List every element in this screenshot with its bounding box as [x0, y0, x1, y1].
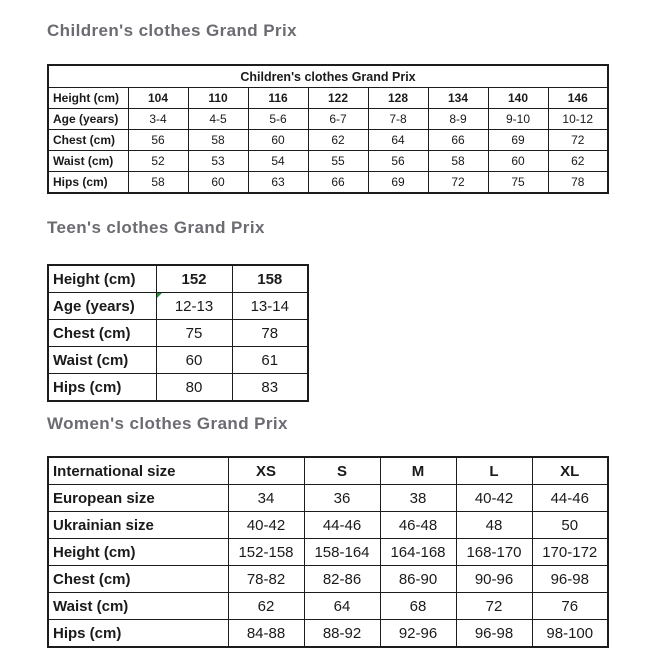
- cell-value: 158-164: [304, 539, 380, 566]
- cell-value: 158: [232, 265, 308, 293]
- cell-value: 128: [368, 88, 428, 109]
- table-row: [48, 485, 608, 512]
- row-label: Height (cm): [48, 539, 228, 566]
- cell-value: 56: [128, 130, 188, 151]
- cell-value: 60: [156, 347, 232, 374]
- table-row: [48, 293, 308, 320]
- cell-value: 104: [128, 88, 188, 109]
- row-label: Waist (cm): [48, 593, 228, 620]
- cell-value: 52: [128, 151, 188, 172]
- cell-value: 60: [248, 130, 308, 151]
- cell-value: 110: [188, 88, 248, 109]
- cell-value: 55: [308, 151, 368, 172]
- table-row: [48, 539, 608, 566]
- cell-value: 58: [188, 130, 248, 151]
- cell-value: 63: [248, 172, 308, 194]
- cell-value: 44-46: [304, 512, 380, 539]
- cell-value: 13-14: [232, 293, 308, 320]
- cell-value: 90-96: [456, 566, 532, 593]
- cell-value: 75: [488, 172, 548, 194]
- cell-value: 60: [188, 172, 248, 194]
- row-label: Chest (cm): [48, 130, 128, 151]
- table-row: [48, 130, 608, 151]
- cell-value: 78-82: [228, 566, 304, 593]
- cell-value: 140: [488, 88, 548, 109]
- cell-value: 3-4: [128, 109, 188, 130]
- cell-value: 146: [548, 88, 608, 109]
- row-label: European size: [48, 485, 228, 512]
- cell-value: 10-12: [548, 109, 608, 130]
- table-row: [48, 593, 608, 620]
- row-label: Chest (cm): [48, 320, 156, 347]
- row-label: International size: [48, 457, 228, 485]
- cell-value: 78: [548, 172, 608, 194]
- row-label: Ukrainian size: [48, 512, 228, 539]
- cell-value: 76: [532, 593, 608, 620]
- cell-value: 62: [548, 151, 608, 172]
- row-label: Height (cm): [48, 265, 156, 293]
- cell-value: 72: [456, 593, 532, 620]
- children-size-table: [47, 64, 609, 194]
- cell-value: 75: [156, 320, 232, 347]
- cell-value: 66: [308, 172, 368, 194]
- cell-value: 58: [428, 151, 488, 172]
- cell-value: XL: [532, 457, 608, 485]
- table-row: [48, 172, 608, 194]
- cell-value: 60: [488, 151, 548, 172]
- cell-value: 12-13: [156, 293, 232, 320]
- cell-value: 134: [428, 88, 488, 109]
- cell-value: 168-170: [456, 539, 532, 566]
- row-label: Hips (cm): [48, 620, 228, 648]
- children-size-table-container: [47, 64, 665, 194]
- cell-value: 83: [232, 374, 308, 402]
- table-row: [48, 347, 308, 374]
- cell-value: 5-6: [248, 109, 308, 130]
- teen-size-table-container: [47, 264, 665, 402]
- cell-value: 8-9: [428, 109, 488, 130]
- cell-value: 40-42: [456, 485, 532, 512]
- table-row: [48, 88, 608, 109]
- cell-value: 84-88: [228, 620, 304, 648]
- cell-value: 62: [228, 593, 304, 620]
- table-row: [48, 457, 608, 485]
- women-size-table-container: [47, 456, 665, 648]
- cell-value: 82-86: [304, 566, 380, 593]
- table-row: [48, 151, 608, 172]
- cell-value: 152: [156, 265, 232, 293]
- cell-value: 72: [428, 172, 488, 194]
- cell-value: 170-172: [532, 539, 608, 566]
- row-label: Chest (cm): [48, 566, 228, 593]
- cell-value: 58: [128, 172, 188, 194]
- cell-value: L: [456, 457, 532, 485]
- row-label: Age (years): [48, 293, 156, 320]
- table-row: [48, 566, 608, 593]
- cell-value: 92-96: [380, 620, 456, 648]
- cell-value: 61: [232, 347, 308, 374]
- women-size-table: [47, 456, 609, 648]
- cell-value: 6-7: [308, 109, 368, 130]
- cell-value: 38: [380, 485, 456, 512]
- cell-value: 56: [368, 151, 428, 172]
- cell-value: 62: [308, 130, 368, 151]
- cell-value: 88-92: [304, 620, 380, 648]
- row-label: Waist (cm): [48, 347, 156, 374]
- cell-value: 86-90: [380, 566, 456, 593]
- section-heading-children: Children's clothes Grand Prix: [47, 21, 297, 40]
- cell-value: 66: [428, 130, 488, 151]
- teen-size-table: [47, 264, 309, 402]
- row-label: Age (years): [48, 109, 128, 130]
- cell-value: 164-168: [380, 539, 456, 566]
- table-title: Children's clothes Grand Prix: [48, 65, 608, 88]
- cell-value: 44-46: [532, 485, 608, 512]
- row-label: Hips (cm): [48, 172, 128, 194]
- section-heading-women: Women's clothes Grand Prix: [47, 414, 288, 433]
- table-row: [48, 374, 308, 402]
- row-label: Waist (cm): [48, 151, 128, 172]
- cell-value: 80: [156, 374, 232, 402]
- table-row: [48, 512, 608, 539]
- cell-value: 9-10: [488, 109, 548, 130]
- cell-value: 98-100: [532, 620, 608, 648]
- cell-value: 152-158: [228, 539, 304, 566]
- row-label: Height (cm): [48, 88, 128, 109]
- cell-value: 36: [304, 485, 380, 512]
- cell-value: 7-8: [368, 109, 428, 130]
- table-row: [48, 265, 308, 293]
- table-row: [48, 320, 308, 347]
- cell-value: 40-42: [228, 512, 304, 539]
- cell-value: 34: [228, 485, 304, 512]
- cell-value: 78: [232, 320, 308, 347]
- table-row: [48, 620, 608, 648]
- cell-value: 122: [308, 88, 368, 109]
- cell-value: 50: [532, 512, 608, 539]
- cell-value: 54: [248, 151, 308, 172]
- cell-value: 64: [304, 593, 380, 620]
- cell-value: 96-98: [532, 566, 608, 593]
- cell-value: 72: [548, 130, 608, 151]
- cell-value: 69: [488, 130, 548, 151]
- cell-value: 46-48: [380, 512, 456, 539]
- cell-value: 96-98: [456, 620, 532, 648]
- cell-value: 64: [368, 130, 428, 151]
- cell-value: 48: [456, 512, 532, 539]
- row-label: Hips (cm): [48, 374, 156, 402]
- cell-value: 53: [188, 151, 248, 172]
- cell-value: 68: [380, 593, 456, 620]
- cell-value: XS: [228, 457, 304, 485]
- cell-value: S: [304, 457, 380, 485]
- section-heading-teen: Teen's clothes Grand Prix: [47, 218, 265, 237]
- cell-value: 4-5: [188, 109, 248, 130]
- cell-value: 69: [368, 172, 428, 194]
- table-row: [48, 109, 608, 130]
- cell-value: 116: [248, 88, 308, 109]
- cell-value: M: [380, 457, 456, 485]
